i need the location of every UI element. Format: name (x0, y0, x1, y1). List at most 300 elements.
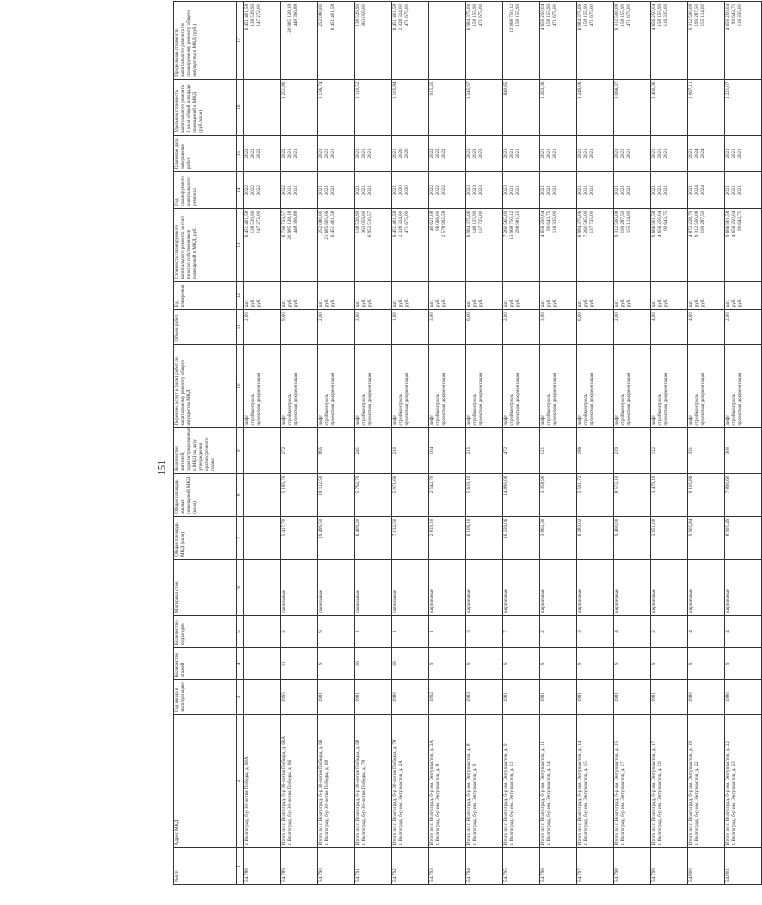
repair-year-line: 2021 (516, 185, 522, 196)
floors: 9 (540, 648, 577, 680)
total-area: 7 132,50 (392, 516, 429, 559)
limit-cost-line: 158 155,99 (584, 4, 590, 27)
residents: 121 (540, 428, 577, 473)
repair-year-line: 2021 (732, 185, 738, 196)
repair-year-line: 2022 (436, 185, 442, 196)
unit-line: шт. (504, 300, 509, 308)
unit-line: шт. (319, 300, 324, 308)
unit-line: руб. (251, 298, 257, 308)
repair-year (725, 172, 762, 209)
page-number: 151 (157, 460, 168, 475)
completion-date-line: 2021 (652, 148, 657, 159)
repair-year (355, 172, 392, 209)
work-volume: 2,00 (244, 310, 281, 344)
completion-date (466, 135, 503, 172)
address-line: Итого по г. Волгоград, б-р им. Энтузиастов, д. 11 (541, 741, 546, 846)
address-line: г. Волгоград, б-р им. Энтузиастов, д. 22 (695, 761, 701, 846)
specific-cost: 1 110,52 (355, 79, 392, 135)
residents: 331 (688, 428, 725, 473)
total-area: 19 499,50 (318, 516, 355, 559)
unit-line: руб. (553, 298, 559, 308)
wall-material: кирпичные (429, 559, 466, 615)
unit-line: руб. (436, 298, 442, 308)
repair-year-line: 2021 (541, 185, 546, 196)
work-type-line: стройконтроль (732, 394, 738, 426)
cost-line: 6 451 401,58 (331, 210, 337, 238)
repair-year-line: 2021 (356, 185, 361, 196)
floors: 16 (392, 648, 429, 680)
work-type (429, 344, 466, 428)
cost-line: 96 066,00 (436, 210, 442, 231)
unit-line: руб. (399, 298, 405, 308)
address (281, 714, 318, 848)
unit-line: руб. (584, 298, 590, 308)
work-type-line: стройконтроль (288, 394, 294, 426)
unit-line: руб. (738, 298, 744, 308)
unit (392, 282, 429, 310)
total-area: 6 283,02 (577, 516, 614, 559)
completion-date-line: 2021 (325, 148, 331, 159)
cost-line: 138 539,99 (356, 210, 361, 234)
specific-cost: 840,65 (503, 79, 540, 135)
year-built (244, 680, 281, 714)
cost-line: 4 656 250,04 (541, 210, 546, 238)
specific-cost: 1 245,97 (466, 79, 503, 135)
limit-cost-line: 99 643,75 (732, 4, 738, 24)
work-volume: 3,00 (429, 310, 466, 344)
completion-date-line: 2021 (738, 148, 744, 159)
completion-date-line: 2021 (578, 148, 583, 159)
work-type-line: лифт (393, 414, 398, 426)
repair-year-line: 2021 (319, 185, 324, 196)
residents: 210 (392, 428, 429, 473)
address (503, 714, 540, 848)
column-header: Предельная стоимость капитального ремонта по планируемому ремонту общего имущества в МКД (руб.) (174, 2, 237, 80)
cost-line: 298 981,25 (516, 210, 522, 234)
repair-year-line: 2022 (282, 185, 287, 196)
column-number: 12 (237, 282, 244, 310)
unit-line: руб. (479, 298, 485, 308)
total-area: 16 339,06 (503, 516, 540, 559)
address-line: Итого по г. Волгоград, б-р им. Энтузиастов, д. 2А (430, 739, 435, 846)
unit-line: руб. (331, 298, 337, 308)
cost-line: 363 059,00 (362, 210, 368, 234)
limit-cost-line: 6 984 375,06 (467, 4, 472, 31)
completion-date-line: 2021 (294, 148, 300, 159)
completion-date-line: 2021 (627, 148, 633, 159)
work-type-line: проектная документация (664, 372, 670, 426)
year-built: 1981 (614, 680, 651, 714)
column-header: Материал стен (174, 559, 237, 615)
completion-date-line: 2021 (658, 148, 664, 159)
column-header: Количество подъездов (174, 615, 237, 647)
row-number: 54.799 (651, 848, 688, 885)
limit-cost-line: 9 312 500,08 (615, 4, 620, 31)
repair-year-line: 2021 (738, 185, 744, 196)
work-type-line: стройконтроль (325, 394, 331, 426)
row-number: 54.796 (540, 848, 577, 885)
table-row (725, 2, 762, 885)
limit-cost-line: 9 312 500,08 (689, 4, 694, 31)
address (651, 714, 688, 848)
work-type (244, 344, 281, 428)
address-line: Итого по г. Волгоград, б-р им. Энтузиастов, д. 22 (726, 741, 731, 846)
table-row (355, 2, 392, 885)
limit-cost (614, 2, 651, 80)
repair-year-line: 2024 (701, 185, 707, 196)
repair-year-line: 2021 (288, 185, 294, 196)
completion-date (651, 135, 688, 172)
address-line: г. Волгоград, б-р им. Энтузиастов, д. 9 (473, 763, 479, 846)
specific-cost: 1 067,11 (688, 79, 725, 135)
row-number: 54.795 (503, 848, 540, 885)
wall-material: панельные (355, 559, 392, 615)
unit (355, 282, 392, 310)
limit-cost-line: 158 155,99 (473, 4, 479, 27)
limit-cost (577, 2, 614, 80)
completion-date (540, 135, 577, 172)
work-volume: 9,00 (281, 310, 318, 344)
cost-line: 199 287,50 (701, 210, 707, 234)
cost-line: 6 736 733,57 (282, 210, 287, 238)
floors: 9 (429, 648, 466, 680)
work-type-line: лифт (430, 414, 435, 426)
unit-line: руб. (590, 298, 596, 308)
work-type (577, 344, 614, 428)
cost-line: 147 272,00 (257, 210, 263, 234)
column-number: 1 (237, 848, 244, 885)
limit-cost-line: 138 539,99 (251, 4, 257, 27)
limit-cost-line: 448 396,88 (294, 4, 300, 27)
completion-date-line: 2021 (319, 148, 324, 159)
cost (318, 208, 355, 281)
cost-line: 2 328 324,00 (399, 210, 405, 238)
work-type-line: лифт (652, 414, 657, 426)
unit (540, 282, 577, 310)
entrances: 4 (688, 615, 725, 647)
column-header: №п/п (174, 848, 237, 885)
specific-cost (244, 79, 281, 135)
address (614, 714, 651, 848)
repair-year-line: 2021 (294, 185, 300, 196)
unit-line: руб. (732, 298, 738, 308)
column-header: Количество этажей (174, 648, 237, 680)
column-number: 10 (237, 344, 244, 428)
address (355, 714, 392, 848)
repair-year-line: 2020 (405, 185, 411, 196)
column-header: Год планируемого капитального ремонта (174, 172, 237, 209)
floors: 9 (614, 648, 651, 680)
total-area: 9 400,00 (614, 516, 651, 559)
residents: 215 (466, 428, 503, 473)
unit-line: шт. (393, 300, 398, 308)
work-type-line: проектная документация (442, 372, 448, 426)
address-line: г. Волгоград, б-р им. Энтузиастов, д. 8 (436, 763, 442, 846)
unit-line: руб. (621, 298, 627, 308)
repair-year (614, 172, 651, 209)
wall-material: панельные (281, 559, 318, 615)
work-type-line: проектная документация (627, 372, 633, 426)
limit-cost-line: 2 328 324,00 (399, 4, 405, 31)
table-row (318, 2, 355, 885)
address-line: Итого по г. Волгоград, б-р 30-летия Победы, д. 68 (356, 739, 361, 846)
cost (688, 208, 725, 281)
cost-line: 99 643,75 (738, 210, 744, 231)
column-header: Перечень услуг и (или) работ по капитальному ремонту общего имущества МКД (174, 344, 237, 428)
repair-year-line: 2021 (578, 185, 583, 196)
repair-year-line: 2021 (621, 185, 627, 196)
address-line: Итого по г. Волгоград, б-р им. Энтузиастов, д. 17 (652, 741, 657, 846)
living-area: 5 185,70 (281, 473, 318, 516)
address (688, 714, 725, 848)
total-area: 3 863,30 (540, 516, 577, 559)
work-volume: 4,00 (651, 310, 688, 344)
limit-cost-line: 471 675,00 (627, 4, 633, 27)
year-built: 1981 (577, 680, 614, 714)
column-header: Общая площадь жилых помещений МКД (кв.м) (174, 473, 237, 516)
living-area: 8 572,10 (614, 473, 651, 516)
work-type (503, 344, 540, 428)
table-row (577, 2, 614, 885)
residents: 895 (318, 428, 355, 473)
limit-cost (281, 2, 318, 80)
column-number: 15 (237, 135, 244, 172)
address (725, 714, 762, 848)
cost (466, 208, 503, 281)
row-number: 54.788 (244, 848, 281, 885)
unit-line: шт. (356, 300, 361, 308)
limit-cost (466, 2, 503, 80)
repair-year-line: 2021 (726, 185, 731, 196)
unit-line: шт. (615, 300, 620, 308)
row-number: 54.792 (392, 848, 429, 885)
column-number-row (237, 2, 244, 885)
unit (725, 282, 762, 310)
repair-year-line: 2023 (479, 185, 485, 196)
table-body (244, 2, 762, 885)
cost-line: 13 968 750,12 (510, 210, 516, 240)
cost-line: 448 396,88 (294, 210, 300, 234)
total-area: 9 905,84 (688, 516, 725, 559)
work-type-line: лифт (504, 414, 509, 426)
unit-line: руб. (325, 298, 331, 308)
address-line: Итого по г. Волгоград, б-р 30-летия Победы, д. 60А (282, 736, 287, 846)
living-area: 2 542,70 (429, 473, 466, 516)
wall-material: кирпичные (614, 559, 651, 615)
limit-cost-line: 4 656 250,04 (726, 4, 731, 31)
completion-date-line: 2021 (615, 148, 620, 159)
work-type-line: стройконтроль (584, 394, 590, 426)
completion-date-line: 2021 (368, 148, 374, 159)
total-area: 3 951,00 (651, 516, 688, 559)
work-type (725, 344, 762, 428)
cost-line: 199 287,50 (621, 210, 627, 234)
address-line: Итого по г. Волгоград, б-р им. Энтузиастов, д. 15 (615, 741, 620, 846)
cost-line: 6 451 401,58 (393, 210, 398, 238)
limit-cost (244, 2, 281, 80)
living-area: 5 792,70 (355, 473, 392, 516)
completion-date-line: 2022 (251, 148, 257, 159)
total-area: 6 409,20 (355, 516, 392, 559)
repair-year-line: 2022 (257, 185, 263, 196)
row-number: 54.791 (355, 848, 392, 885)
repair-year-line: 2021 (393, 185, 398, 196)
repair-year-line: 2022 (442, 185, 448, 196)
repair-year (540, 172, 577, 209)
cost (577, 208, 614, 281)
repair-year-line: 2021 (652, 185, 657, 196)
limit-cost-line: 6 451 401,58 (393, 4, 398, 31)
work-type-line: лифт (615, 414, 620, 426)
completion-date-line: 2021 (584, 148, 590, 159)
entrances: 2 (281, 615, 318, 647)
wall-material: кирпичные (503, 559, 540, 615)
completion-date (392, 135, 429, 172)
unit-line: руб. (664, 298, 670, 308)
year-built: 1981 (355, 680, 392, 714)
completion-date (244, 135, 281, 172)
unit-line: руб. (658, 298, 664, 308)
total-area (244, 516, 281, 559)
completion-date-line: 2021 (356, 148, 361, 159)
table-row (392, 2, 429, 885)
column-number: 3 (237, 680, 244, 714)
work-volume: 4,00 (688, 310, 725, 344)
repair-year (688, 172, 725, 209)
work-type (355, 344, 392, 428)
cost-line: 99 643,75 (664, 210, 670, 231)
limit-cost-line: 158 155,99 (516, 4, 522, 27)
work-type (466, 344, 503, 428)
specific-cost: 1 136,74 (318, 79, 355, 135)
completion-date-line: 2021 (553, 148, 559, 159)
cost-line: 138 539,99 (251, 210, 257, 234)
residents (244, 428, 281, 473)
unit (318, 282, 355, 310)
unit-line: шт. (430, 300, 435, 308)
residents: 104 (429, 428, 466, 473)
completion-date-line: 2021 (516, 148, 522, 159)
work-type-line: стройконтроль (658, 394, 664, 426)
unit-line: шт. (652, 300, 657, 308)
residents: 186 (577, 428, 614, 473)
cost (244, 208, 281, 281)
limit-cost (318, 2, 355, 80)
living-area: 5 619,10 (466, 473, 503, 516)
completion-date (318, 135, 355, 172)
completion-date (688, 135, 725, 172)
limit-cost (688, 2, 725, 80)
work-volume: 2,00 (614, 310, 651, 344)
cost (540, 208, 577, 281)
residents: 112 (651, 428, 688, 473)
limit-cost (540, 2, 577, 80)
work-volume: 6,00 (466, 310, 503, 344)
unit (244, 282, 281, 310)
year-built: 1980 (688, 680, 725, 714)
year-built: 1981 (540, 680, 577, 714)
repair-plan-table (173, 1, 762, 885)
completion-date (429, 135, 466, 172)
cost-line: 252 080,00 (319, 210, 324, 234)
floors: 9 (577, 648, 614, 680)
living-area (244, 473, 281, 516)
limit-cost-line: 20 985 128,18 (288, 4, 294, 33)
entrances: 3 (577, 615, 614, 647)
limit-cost-line: 252 080,00 (319, 4, 324, 27)
address (318, 714, 355, 848)
cost-line: 40 621,08 (430, 210, 435, 231)
limit-cost-line: 6 451 401,58 (331, 4, 337, 31)
year-built: 1980 (392, 680, 429, 714)
column-number: 11 (237, 310, 244, 344)
unit-line: руб. (442, 298, 448, 308)
limit-cost-line: 158 155,99 (621, 4, 627, 27)
living-area: 5 971,60 (392, 473, 429, 516)
cost-line: 99 643,75 (547, 210, 553, 231)
living-area: 14 890,06 (503, 473, 540, 516)
limit-cost-line: 471 675,00 (590, 4, 596, 27)
address (577, 714, 614, 848)
work-type-line: лифт (319, 414, 324, 426)
completion-date-line: 2020 (405, 148, 411, 159)
work-type-line: стройконтроль (436, 394, 442, 426)
cost-line: 9 666 901,58 (726, 210, 731, 238)
row-number: 54.789 (281, 848, 318, 885)
repair-year (392, 172, 429, 209)
specific-cost: 915,25 (429, 79, 466, 135)
unit-line: шт. (689, 300, 694, 308)
cost-line: 6 952 510,57 (368, 210, 374, 238)
wall-material: кирпичные (466, 559, 503, 615)
residents: 472 (503, 428, 540, 473)
repair-year-line: 2023 (504, 185, 509, 196)
cost (355, 208, 392, 281)
column-number: 6 (237, 559, 244, 615)
cost-line: 6 984 375,06 (578, 210, 583, 238)
unit-line: руб. (473, 298, 479, 308)
entrances: 1 (355, 615, 392, 647)
unit-line: руб. (547, 298, 553, 308)
residents: 300 (725, 428, 762, 473)
repair-year-line: 2021 (331, 185, 337, 196)
work-type-line: стройконтроль (547, 394, 553, 426)
repair-year-line: 2020 (399, 185, 405, 196)
floors: 9 (466, 648, 503, 680)
cost-line: 148 155,99 (473, 210, 479, 234)
entrances: 3 (466, 615, 503, 647)
work-type-line: стройконтроль (621, 394, 627, 426)
completion-date-line: 2021 (362, 148, 368, 159)
address-line: г. Волгоград, б-р 30-летия Победы, д. 68 (325, 759, 331, 846)
unit-line: руб. (257, 298, 263, 308)
address (392, 714, 429, 848)
living-area: 18 112,50 (318, 473, 355, 516)
year-built: 1992 (429, 680, 466, 714)
work-type-line: стройконтроль (362, 394, 368, 426)
wall-material (244, 559, 281, 615)
cost-line: 2 578 992,58 (442, 210, 448, 238)
cost (725, 208, 762, 281)
row-number: 54.793 (429, 848, 466, 885)
living-area: 7 890,60 (725, 473, 762, 516)
unit-line: руб. (405, 298, 411, 308)
address-line: г. Волгоград, б-р им. Энтузиастов, д. 14 (547, 761, 553, 846)
unit (466, 282, 503, 310)
repair-year-line: 2021 (615, 185, 620, 196)
column-header: Год ввода в эксплуатацию (174, 680, 237, 714)
work-type (318, 344, 355, 428)
